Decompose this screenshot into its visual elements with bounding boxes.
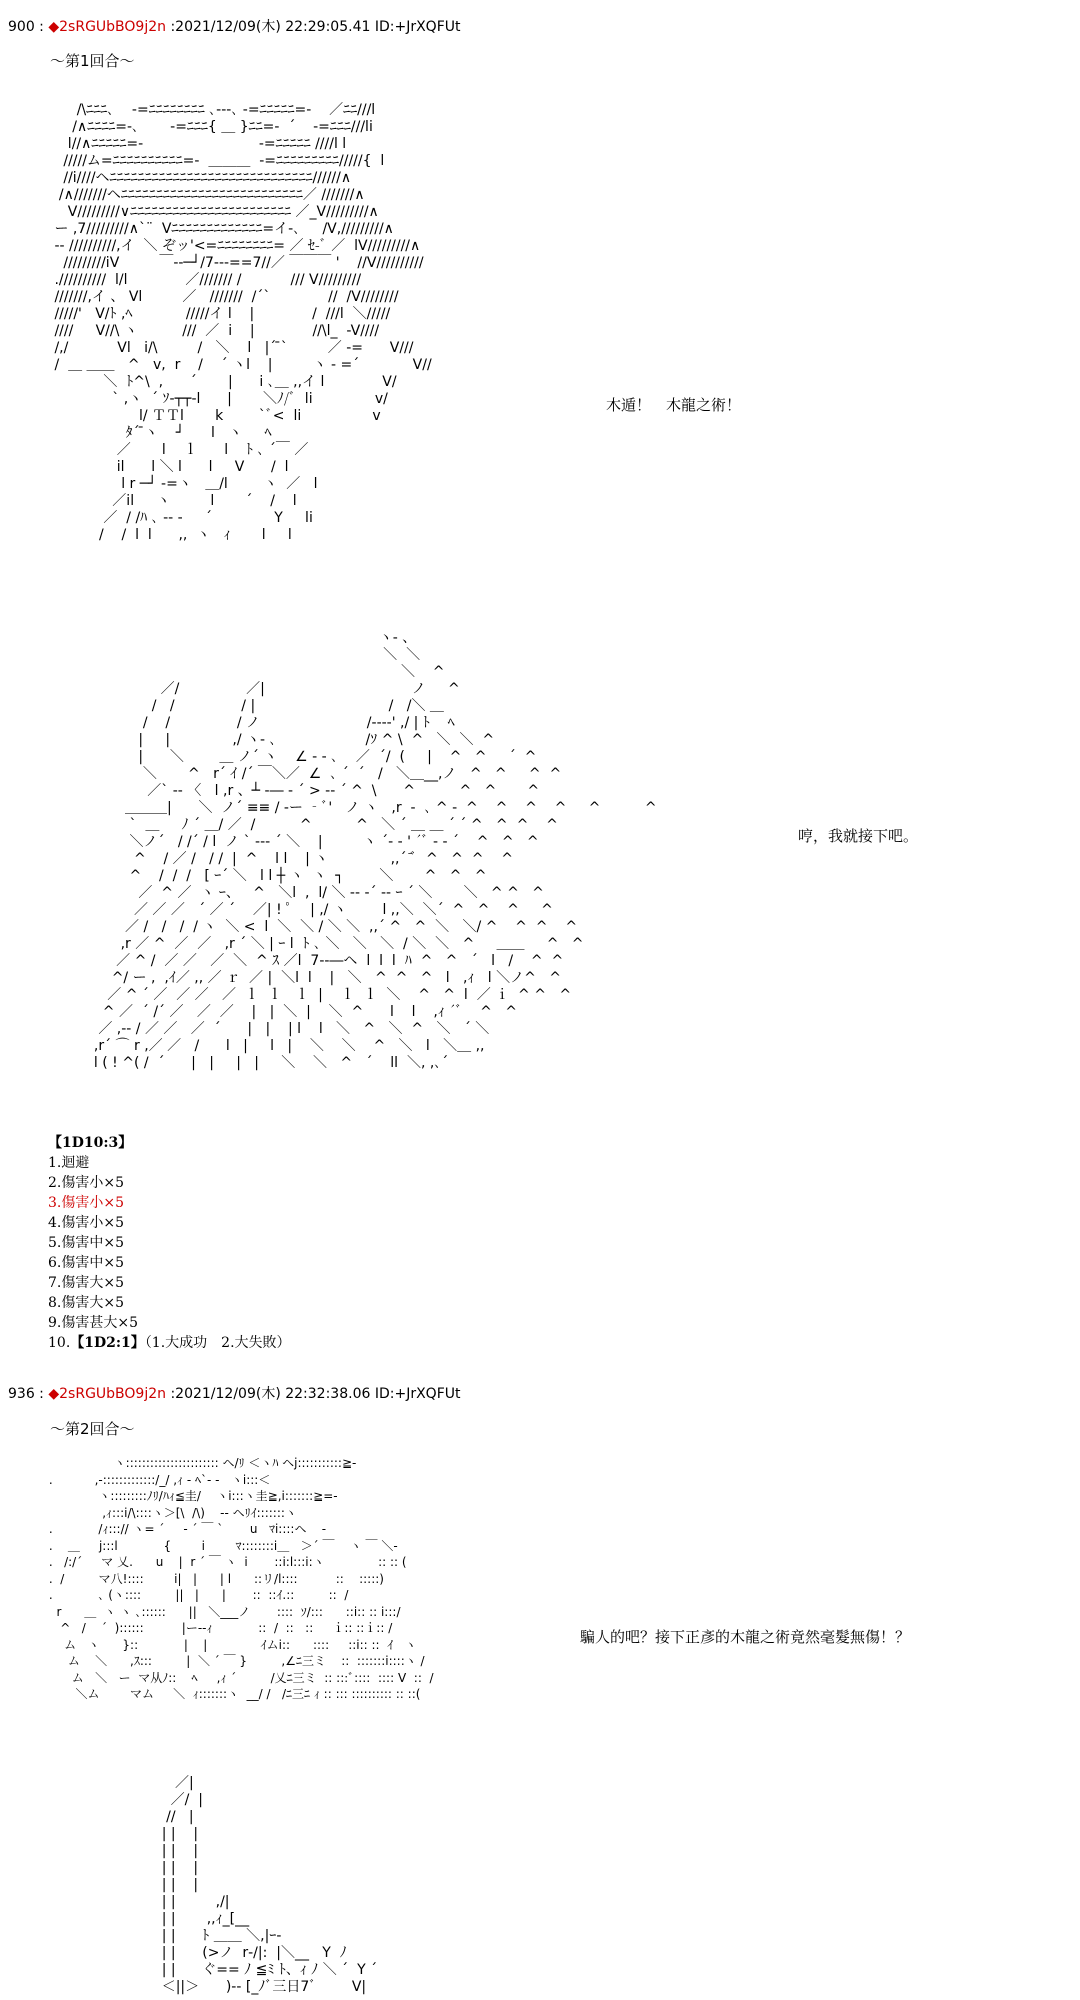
dice-option: 7.傷害大×5	[48, 1275, 124, 1291]
dice-result-list	[48, 1133, 291, 1353]
ascii-art-armored-dragon: ヽ- 、 ＼ ＼ ＼ ^ ／/ ／| ノ ^ / / / | / /＼ ＿ / / / ノ /----' ,/ | ﾄ ﾍ | | ,/ ヽ- ､ /ｿ ^ \ ^ ＼ ＼ ^ | ＼ ＿ ノ´ ヽ ∠ - ‐ ､ ／ ´/ ( | ^ ^ ´ ^ ＼ ^ r´ ｲ /´ ￣＼／ ∠ ､ ´ ´ / ＼＿__,ノ ^ ^ ^ ^ ／` -‐ 〈 l ,r 、┴ -― ‐ ´ > -‐ ´ ^ \ ^ ^ ^ ^ ＿＿＿| ＼ ノ´ ≡≡ / ‐ー ‐ﾞ' ノ ヽ ,r ‐ ､ ^ ‐ ^ ^ ^ ^ ^ ^ ` ＿ ﾉ ´ ＿/ ／ / ^ ^ ＼ ´ ＿ ＿ ´ ´ ^ ^ ^ ^ ＼ノ´ / /´ / l ノ ` ‐‐‐ ´ ＼ | ヽ ´- ‐ ' ´ﾞ ‐ ‐ ´ ^ ^ ^ ^ / ／ / / / | ^ l l | ヽ ,,´ ̄ﾞ ^ ^ ^ ^ ^ / / / [ ｰ´ ＼ l l ┼ ヽ ヽ ┐ ＼ ^ ^ ^ ／ ^ ／ ヽ ｰ、 ^ ＼l , l/ ＼ ‐- -´ -‐ ｰ ´ ＼ ＼ ^ ^ ^ ／ ／ ／ ´ ／ ´ ／| ! ﾟ | ,/ ヽ l ,,＼ ＼´ ^ ^ ^ ^ ／ / / / / ヽ ＼ < l ＼ ＼ / ＼ ＼ ,,´ ^ ^ ＼ ＼/ ^ ^ ^ ^ ,r ／ ^ ／ ／ ,r ´ ＼ | ｰ l ﾄ ､ ＼ ＼ ＼ / ＼ ＼ ^ ＿＿ ^ ^ ／ ^ / ／ ／ ／ ＼ ^ ｽ ／l 7--―ヘ l l l ﾊ ^ ^ ´ l / ^ ^ ^/ ー , ,ｲ／ ,, ／ ｒ ／ | ＼l l | ＼ ^ ^ ^ l ,ｨ l ＼ノ^ ^ ／ ^ ´ ／ ／ ／ ／ ｌ ｌ ｌ | ｌ ｌ ＼ ^ ^ l ／ ｉ ^ ^ ^ ^ ／ ´ /´ ／ ／ ／ | | ＼ | ＼ ^ l l ,ｨ ´ﾞ ^ ^ ／ ,-‐ / ／ ／ ／ ´ | | | l l ＼ ^ ＼ ^ ＼ ´ ＼ ,r´ ⌒ r ,／ ／ / l | l | ＼ ＼ ^ ＼ l ＼＿ ,, l ( ! ^( / ´ | | | | ＼ ＼ ^ ´ ll ＼, ,､´	[93, 630, 657, 1071]
dice-option: 4.傷害小×5	[48, 1215, 124, 1231]
dice-option: 8.傷害大×5	[48, 1295, 124, 1311]
post-number[interactable]: 900	[8, 19, 35, 35]
dice-option-selected: 3.傷害小×5	[48, 1195, 124, 1211]
dice-option: 9.傷害甚大×5	[48, 1315, 138, 1331]
poster-trip: 2sRGUbBO9j2n	[59, 1386, 167, 1402]
poster-trip: 2sRGUbBO9j2n	[59, 19, 167, 35]
speech-shocked-crowd: 騙人的吧？接下正彥的木龍之術竟然毫髮無傷！？	[580, 1628, 911, 1646]
ascii-art-wood-dragon: /\ﾆﾆﾆ､ -=ﾆﾆﾆﾆﾆﾆﾆﾆ ､-‐-､ -=ﾆﾆﾆﾆﾆ=- ／ﾆﾆ///l /∧ﾆﾆﾆﾆ=-､ -=ﾆﾆﾆ{ ＿ }ﾆﾆ=- ´ -=ﾆﾆﾆ///li l//∧ﾆﾆﾆﾆﾆ=- -=ﾆﾆﾆﾆﾆ ////l l /////ム=ﾆﾆﾆﾆﾆﾆﾆﾆﾆﾆ=- ＿＿＿ -=ﾆﾆﾆﾆﾆﾆﾆﾆﾆ/////{ l //i////ヘﾆﾆﾆﾆﾆﾆﾆﾆﾆﾆﾆﾆﾆﾆﾆﾆﾆﾆﾆﾆﾆﾆﾆﾆﾆﾆﾆﾆﾆ//////∧ /∧///////ヘﾆﾆﾆﾆﾆﾆﾆﾆﾆﾆﾆﾆﾆﾆﾆﾆﾆﾆﾆﾆﾆﾆﾆﾆﾆﾆ／ ///////∧ V/////////∨ﾆﾆﾆﾆﾆﾆﾆﾆﾆﾆﾆﾆﾆﾆﾆﾆﾆﾆﾆﾆﾆﾆﾆ ／_V/////////∧ ー ,7/////////∧`¨ Vﾆﾆﾆﾆﾆﾆﾆﾆﾆﾆﾆﾆﾆ=イ-､ /V,/////////∧ -- //////////,イ ＼ ぞッ'<=ﾆﾆﾆﾆﾆﾆﾆﾆ= ／ ｾ-ﾞ ／ lV/////////∧ /////////iV ￣‐-─┘/7---==7//／ ￣￣￣ ' //V////////// .////////// l/l ／/////// / /// V///////// ///////,イ 、 Vl ／ /////// /´` // /V//////// /////' V/ﾄ ,ﾍ /////イ l | / ///l ＼///// //// V//\ ヽ /// ／ i | //\l_ -V//// /,/ Vl i/\ / ＼ l |´ ̄` ／ -= V/// / ＿ ＿＿ ^ v, r / ´ ヽl | ヽ - =´ V// ＼ ﾄ^\ , ´ | i ､＿ ,,イ l V/ ` ,ヽ ´ ｿ‐┬┬‐l | ＼ﾉ/ﾞ li v/ l/ ＴＴl k `ﾞ< li v ﾀ´ ̄ヽ ┘ l ヽ ﾍ ／ l ｌ l ﾄ ､ ´￣ ／ il l ＼ l l V / l l r ─┘ -=ヽ ＿/l ヽ ／ l ／il ヽ l ´ / l ／ / /ﾊ ､ ‐‐ ‐ ´ Y li / / l l ,, ヽ ｨ l l	[54, 102, 432, 543]
post-meta: :2021/12/09(木) 22:32:38.06 ID:+JrXQFUt	[166, 1386, 461, 1402]
post-number[interactable]: 936	[8, 1386, 35, 1402]
dice-option: 5.傷害中×5	[48, 1235, 124, 1251]
post-header-900: 900 : ◆2sRGUbBO9j2n :2021/12/09(木) 22:29:05.41 ID:+JrXQFUt	[8, 19, 461, 35]
round-title: ～第1回合～	[50, 52, 135, 70]
dice-option: 2.傷害小×5	[48, 1175, 124, 1191]
speech-armored-dragon: 哼，我就接下吧。	[798, 827, 919, 845]
ascii-art-swordsman: ／| ／/ | // | | | | | | | | | | | | | | | ,/| | | ,,ｨ_[__ | | ﾄ ＿＿ ＼,|ｰ‐ | | (>ノ r‐/|: |＼__ Y ﾉ | | ぐ== ﾉ ≦ﾐ ﾄ、ｨ ﾉ ＼ ´ Y ´ ＜||＞ )‐‐ [_ﾉﾞ三日7ﾞ V|	[161, 1775, 378, 1995]
dice-option-10: 10.【1D2:1】（1.大成功 2.大失敗）	[48, 1335, 291, 1351]
sub-dice-roll: 【1D2:1】	[70, 1335, 145, 1351]
post-meta: :2021/12/09(木) 22:29:05.41 ID:+JrXQFUt	[166, 19, 461, 35]
round-title: ～第2回合～	[50, 1420, 135, 1438]
dice-option: 1.迴避	[48, 1155, 90, 1171]
ascii-art-shocked-crowd: ヽ::::::::::::::::::::::: ヘ/ﾘ ＜ヽﾊ ヘj:::::::::::≧- . ,-:::::::::::::/_/ ,ｨ ‐ ﾍ`- ‐ ヽi:::＜ ヽ:::::::::ﾉﾘ/ﾊｨ≦圭/ ヽi:::ヽ圭≧,i:::::::≧=- ,ｨ:::i/\::::ヽ＞[\ /\) ‐‐ ヘﾘｲ:::::::ヽ . /ｨ:::// ヽ= ´ ‐ ´ ￣ ` u ﾏi::::ヘ ‐ . ＿ j:::l { i ﾏ::::::::i＿ ＞´ ￣ ヽ ￣ ＼‐ . /:/´ マ 乂. u | r ´ ￣ ヽ i ::i:l:::i:ヽ :: :: ( . / マ八!:::: i| | | l ::リ/l:::: :: :::::) . ､ (ヽ:::: || | | :: ::ｲ.:: :: / r ＿ ヽ ヽ ､:::::: || ＼___ノ :::: ｿ/::: ::i:: :: i:::/ ^ / ´ ):::::: |ー-‐ｨ :: / :: :: ｉ:: ::ｉ:: / ム ヽ }:: | | ｲムi:: :::: ::i:: :: ｲ ヽ ム ＼ ,ｽ::: | ＼ ´ ￣ } ,∠ﾆ三ミ :: :::::::i::::ヽ / ム ＼ ー マ从ﾉ:: ﾍ ,ｨ ´ /乂ﾆ三ミ :: :::ﾞ:::: :::: V :: / ＼ム マム ＼ ｨ:::::::ヽ __/ / /ﾆ三ﾆ ｨ :: ::: :::::::::: :: ::(	[48, 1456, 434, 1701]
post-header-936: 936 : ◆2sRGUbBO9j2n :2021/12/09(木) 22:32:38.06 ID:+JrXQFUt	[8, 1386, 461, 1402]
dice-title: 【1D10:3】	[48, 1135, 133, 1151]
dice-option: 6.傷害中×5	[48, 1255, 124, 1271]
trip-diamond-icon: ◆	[48, 19, 60, 35]
speech-wood-dragon: 木遁！ 木龍之術！	[606, 396, 742, 414]
trip-diamond-icon: ◆	[48, 1386, 60, 1402]
